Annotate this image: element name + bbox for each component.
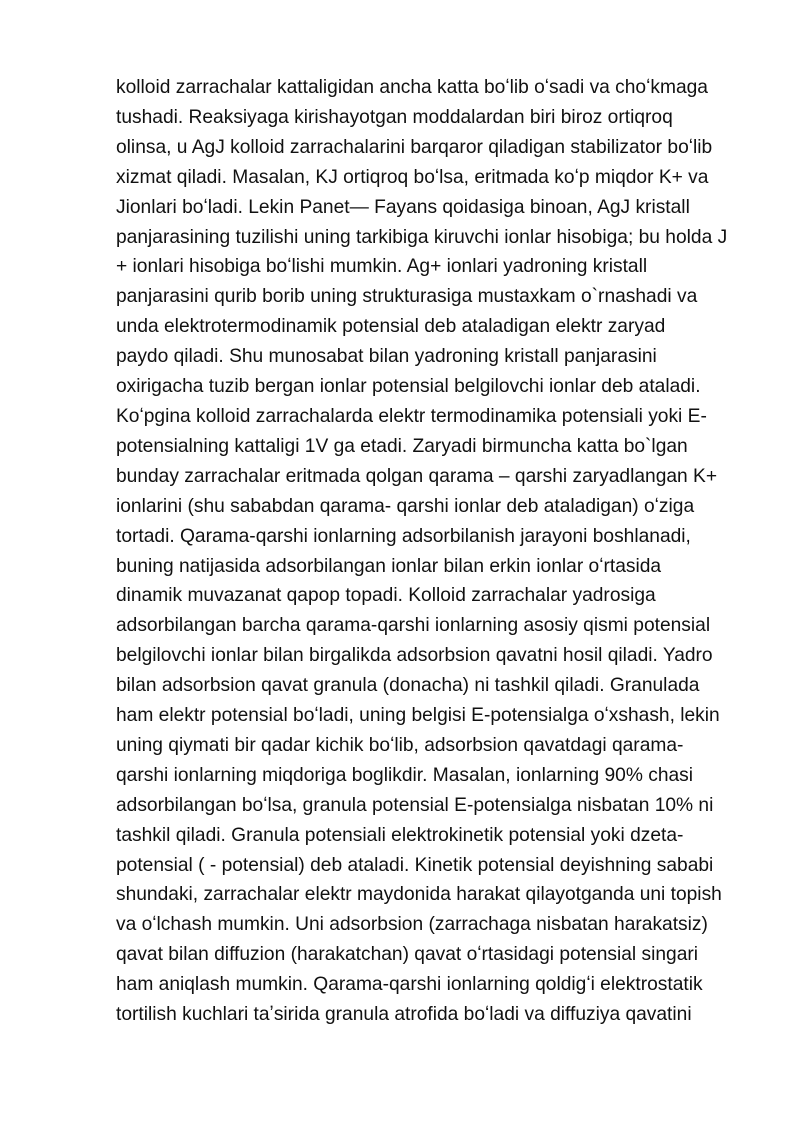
text-line: shundaki, zarrachalar elektr maydonida harakat qilayotganda uni topish: [116, 884, 722, 906]
text-line: Jionlari boʻladi. Lekin Panet— Fayans qoidasiga binoan, AgJ kristall: [116, 196, 690, 218]
text-line: oxirigacha tuzib bergan ionlar potensial belgilovchi ionlar deb ataladi.: [116, 376, 701, 398]
text-line: tortilish kuchlari taʼsirida granula atrofida boʻladi va diffuziya qavatini: [116, 1004, 692, 1026]
text-line: potensialning kattaligi 1V ga etadi. Zaryadi birmuncha katta bo`lgan: [116, 435, 688, 457]
text-line: panjarasining tuzilishi uning tarkibiga kiruvchi ionlar hisobiga; bu holda J: [116, 226, 728, 248]
text-line: adsorbilangan barcha qarama-qarshi ionlarning asosiy qismi potensial: [116, 615, 711, 637]
text-line: olinsa, u AgJ kolloid zarrachalarini barqaror qiladigan stabilizator boʻlib: [116, 136, 713, 158]
text-line: bilan adsorbsion qavat granula (donacha) ni tashkil qiladi. Granulada: [116, 675, 700, 697]
text-line: tashkil qiladi. Granula potensiali elektrokinetik potensial yoki dzeta-: [116, 824, 684, 846]
text-line: unda elektrotermodinamik potensial deb ataladigan elektr zaryad: [116, 316, 666, 338]
text-line: ionlarini (shu sababdan qarama- qarshi ionlar deb ataladigan) oʻziga: [116, 495, 695, 517]
text-line: paydo qiladi. Shu munosabat bilan yadroning kristall panjarasini: [116, 346, 657, 368]
text-line: dinamik muvazanat qapop topadi. Kolloid zarrachalar yadrosiga: [116, 585, 656, 607]
text-line: belgilovchi ionlar bilan birgalikda adsorbsion qavatni hosil qiladi. Yadro: [116, 645, 713, 667]
text-line: va oʻlchash mumkin. Uni adsorbsion (zarrachaga nisbatan harakatsiz): [116, 914, 708, 936]
text-line: xizmat qiladi. Masalan, KJ ortiqroq boʻlsa, eritmada koʻp miqdor K+ va: [116, 166, 709, 188]
text-line: uning qiymati bir qadar kichik boʻlib, adsorbsion qavatdagi qarama-: [116, 734, 684, 756]
text-line: kolloid zarrachalar kattaligidan ancha katta boʻlib oʻsadi va choʻkmaga: [116, 77, 708, 98]
text-line: panjarasini qurib borib uning strukturasiga mustaxkam o`rnashadi va: [116, 286, 698, 308]
text-line: qavat bilan diffuzion (harakatchan) qavat oʻrtasidagi potensial singari: [116, 944, 699, 966]
text-line: + ionlari hisobiga boʻlishi mumkin. Ag+ ionlari yadroning kristall: [116, 256, 648, 278]
body-text: [116, 73, 746, 1030]
text-line: ham elektr potensial boʻladi, uning belgisi E-potensialga oʻxshash, lekin: [116, 705, 720, 727]
text-line: tushadi. Reaksiyaga kirishayotgan moddalardan biri biroz ortiqroq: [116, 106, 673, 128]
text-line: potensial ( - potensial) deb ataladi. Kinetik potensial deyishning sababi: [116, 854, 714, 876]
text-line: bunday zarrachalar eritmada qolgan qarama – qarshi zaryadlangan K+: [116, 465, 718, 487]
text-line: qarshi ionlarning miqdoriga boglikdir. Masalan, ionlarning 90% chasi: [116, 764, 694, 786]
text-line: buning natijasida adsorbilangan ionlar bilan erkin ionlar oʻrtasida: [116, 555, 662, 577]
text-line: adsorbilangan boʻlsa, granula potensial E-potensialga nisbatan 10% ni: [116, 794, 714, 816]
text-line: tortadi. Qarama-qarshi ionlarning adsorbilanish jarayoni boshlanadi,: [116, 525, 691, 547]
text-line: ham aniqlash mumkin. Qarama-qarshi ionlarning qoldigʻi elektrostatik: [116, 974, 703, 996]
text-line: Koʻpgina kolloid zarrachalarda elektr termodinamika potensiali yoki E-: [116, 405, 707, 427]
